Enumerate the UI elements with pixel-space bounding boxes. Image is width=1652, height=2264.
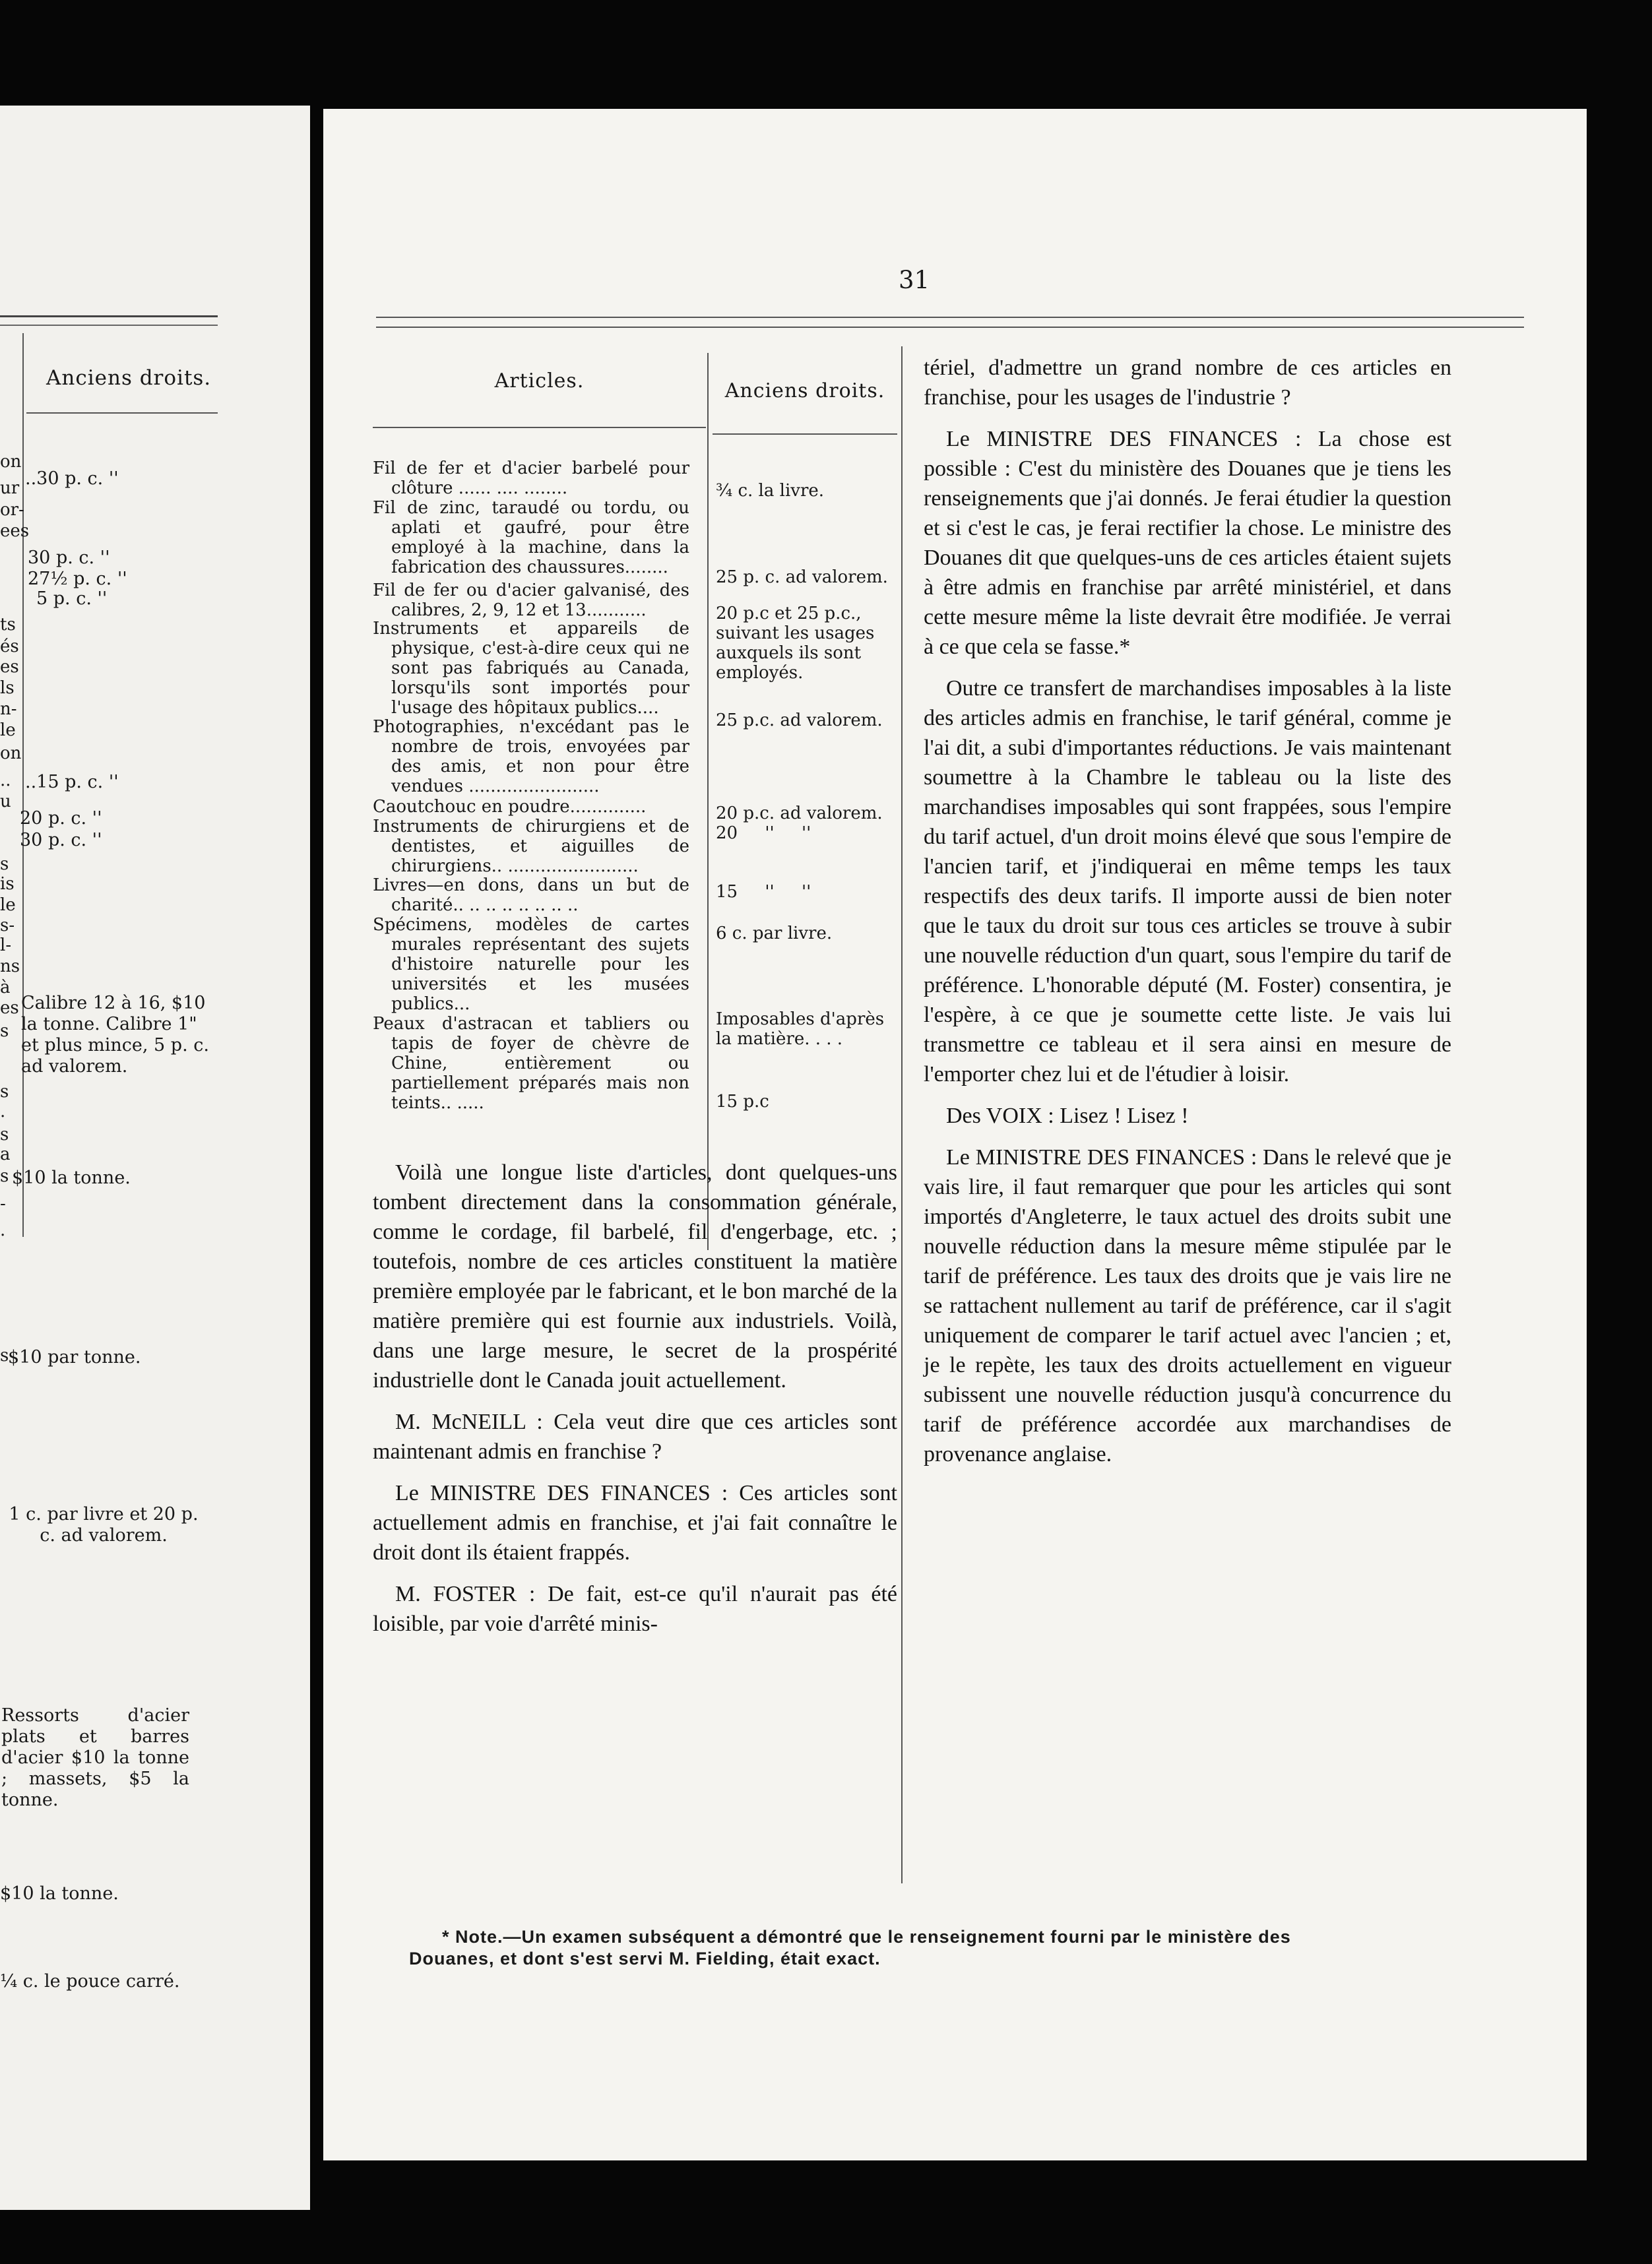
edge-fragment: le: [0, 895, 16, 915]
footnote-line: Douanes, et dont s'est servi M. Fielding, était exact.: [409, 1949, 881, 1968]
duty-block: $10 par tonne.: [8, 1347, 141, 1368]
edge-fragment: es: [0, 998, 19, 1018]
paragraph-continuation: tériel, d'admettre un grand nombre de ces articles en franchise, pour les usages de l'industrie ?: [924, 356, 1451, 410]
article-row: Instruments et appareils de physique, c'est-à-dire ceux qui ne sont pas fabriqués au Canada, lorsqu'ils sont importés pour l'usage des hôpitaux publics....: [373, 619, 689, 718]
paragraph: Outre ce transfert de marchandises imposables à la liste des articles admis en franchise, le tarif général, comme je l'ai dit, a subi d'importantes réductions. Je vais maintenant soumettre à la Chambre le tableau ou la liste des marchandises imposables qui sont frappées, sous l'empire du tarif actuel, d'un droit moins élevé que sous l'empire de l'ancien tarif, et j'indiquerai en même temps les taux respectifs des deux tarifs. Il importe aussi de bien noter que le taux du droit sur tous ces articles se trouve à subir une nouvelle réduction d'un quart, sous l'empire du tarif de préférence. L'honorable député (M. Foster) consentira, je l'espère, à ce que je soumette cette liste. Je vais lui transmettre ce tableau et il sera ainsi en mesure de l'emporter chez lui et de l'étudier à loisir.: [924, 676, 1451, 1086]
edge-fragment: s: [0, 1166, 9, 1186]
edge-fragment: l-: [0, 935, 12, 955]
header-rule-top: [376, 317, 1524, 318]
right-text-column: [924, 353, 1451, 1481]
table-top-rule-2: [0, 325, 218, 326]
article-row: Instruments de chirurgiens et de dentistes, et aiguilles de chirurgiens.. ........................: [373, 817, 689, 876]
edge-fragment: à: [0, 978, 11, 997]
page-number: 31: [899, 266, 930, 294]
duty-block: $10 la tonne.: [12, 1168, 131, 1188]
edge-fragment: s-: [0, 916, 15, 935]
edge-fragment: ts: [0, 615, 16, 635]
page: [323, 109, 1587, 2160]
footnote: [409, 1926, 1517, 1970]
duty-cell: Imposables d'après la matière. . . .: [716, 1009, 885, 1049]
edge-fragment: is: [0, 874, 15, 894]
edge-fragment: es: [0, 657, 19, 677]
paragraph-ministre: Le MINISTRE DES FINANCES : Ces articles sont actuellement admis en franchise, et j'ai fait connaître le droit dont ils étaient frappés.: [373, 1481, 897, 1565]
edge-fragment: ees: [0, 521, 30, 541]
article-row: Fil de fer et d'acier barbelé pour clôture ...... .... ........: [373, 458, 689, 498]
edge-fragment: s: [0, 1082, 9, 1102]
paragraph-ministre: Le MINISTRE DES FINANCES : Dans le relevé que je vais lire, il faut remarquer que pour les articles qui sont importés d'Angleterre, le taux actuel des droits subit une nouvelle réduction dans la mesure même stipulée par le tarif de préférence. Les taux des droits que je vais lire ne se rattachent nullement au tarif de préférence, car il s'agit uniquement de comparer le tarif actuel avec l'ancien ; et, je le repète, les taux des droits actuellement en vigueur subissent une nouvelle réduction jusqu'à concurrence du tarif de préférence accordée aux marchandises de provenance anglaise.: [924, 1145, 1451, 1466]
table-header-articles: Articles.: [494, 369, 585, 393]
duty-block: Ressorts d'acier plats et barres d'acier $10 la tonne ; massets, $5 la tonne.: [1, 1705, 189, 1810]
duty-cell: ..15 p. c. '': [25, 772, 119, 792]
duty-block: Calibre 12 à 16, $10 la tonne. Calibre 1" et plus mince, 5 p. c. ad valorem.: [21, 993, 209, 1077]
duty-cell: 6 c. par livre.: [716, 924, 833, 943]
table-header-rule: [713, 433, 897, 435]
duty-cell: 20 p.c. ad valorem.: [716, 803, 883, 823]
duty-cell: 15 p.c: [716, 1092, 769, 1112]
duty-cell: 20 p. c. '': [20, 808, 102, 829]
edge-fragment: .: [0, 1102, 6, 1121]
duty-cell: 5 p. c. '': [36, 588, 108, 609]
duty-cell: 30 p. c. '': [28, 548, 110, 568]
edge-fragment: és: [0, 637, 19, 656]
edge-fragment: ur: [0, 478, 20, 498]
duty-block: 1 c. par livre et 20 p. c. ad valorem.: [9, 1504, 199, 1546]
edge-fragment: ..: [0, 770, 11, 790]
edge-fragment: ns: [0, 957, 20, 976]
column-header-anciens-droits: Anciens droits.: [46, 366, 212, 390]
paragraph-voix: Des VOIX : Lisez ! Lisez !: [946, 1104, 1189, 1128]
footnote-line: * Note.—Un examen subséquent a démontré que le renseignement fourni par le ministère des: [442, 1927, 1291, 1947]
header-rule: [26, 412, 218, 414]
duty-cell: 25 p.c. ad valorem.: [716, 710, 883, 730]
edge-fragment: s: [0, 854, 9, 874]
edge-fragment: s: [0, 1125, 9, 1145]
duty-cell: 25 p. c. ad valorem.: [716, 567, 888, 587]
table-column-divider: [707, 353, 709, 1250]
edge-fragment: on: [0, 452, 22, 472]
article-row: Caoutchouc en poudre..............: [373, 797, 647, 817]
article-row: Photographies, n'excédant pas le nombre de trois, envoyées par des amis, et non pour être vendues ........................: [373, 717, 689, 796]
previous-page-fragment: [0, 106, 310, 2210]
edge-fragment: .: [0, 1220, 6, 1240]
article-row: Peaux d'astracan et tabliers ou tapis de foyer de chèvre de Chine, entièrement ou partiellement préparés mais non teints.. .....: [373, 1014, 689, 1113]
article-row: Fil de zinc, taraudé ou tordu, ou aplati et gaufré, pour être employé à la machine, dans la fabrication des chaussures........: [373, 498, 689, 577]
edge-fragment: -: [0, 1194, 6, 1214]
edge-fragment: n-: [0, 699, 17, 719]
edge-fragment: ls: [0, 678, 15, 698]
duty-cell: 20 p.c et 25 p.c., suivant les usages auxquels ils sont employés.: [716, 604, 875, 683]
edge-fragment: u: [0, 792, 11, 811]
article-row: Spécimens, modèles de cartes murales représentant des sujets d'histoire naturelle pour les universités et les musées publics...: [373, 915, 689, 1014]
edge-fragment: a: [0, 1145, 11, 1164]
duty-cell: ..30 p. c. '': [25, 468, 119, 489]
duty-cell: 30 p. c. '': [20, 830, 102, 850]
duty-cell: 27½ p. c. '': [28, 569, 127, 589]
paragraph: Voilà une longue liste d'articles, dont quelques-uns tombent directement dans la consommation générale, comme le cordage, fil barbelé, fil d'engerbage, etc. ; toutefois, nombre de ces articles constituent la matière première employée par le fabricant, et le bon marché de la matière première qui est fournie aux industriels. Voilà, dans une large mesure, le secret de la prospérité industrielle dont le Canada jouit actuellement.: [373, 1160, 897, 1393]
table-header-rule: [373, 427, 706, 428]
left-text-column: [373, 1158, 897, 1651]
paragraph-ministre: Le MINISTRE DES FINANCES : La chose est possible : C'est du ministère des Douanes que je tiens les renseignements que j'ai donnés. Je ferai étudier la question et si c'est le cas, je ferai rectifier la chose. Le ministre des Douanes dit que quelques-uns de ces articles étaient sujets à être admis en franchise par arrêté ministériel, et dans cette mesure même la liste devrait être modifiée. Je verrai à ce que cela se fasse.*: [924, 427, 1451, 659]
duty-block: $10 la tonne.: [0, 1883, 119, 1904]
edge-fragment: or-: [0, 500, 24, 520]
duty-block: ¼ c. le pouce carré.: [0, 1971, 180, 1992]
duty-cell: ¾ c. la livre.: [716, 481, 825, 501]
paragraph-mcneill: M. McNEILL : Cela veut dire que ces articles sont maintenant admis en franchise ?: [373, 1410, 897, 1464]
article-row: Livres—en dons, dans un but de charité.. .. .. .. .. .. .. ..: [373, 875, 689, 915]
article-row: Fil de fer ou d'acier galvanisé, des calibres, 2, 9, 12 et 13...........: [373, 581, 689, 620]
table-header-anciens-droits: Anciens droits.: [724, 379, 885, 402]
header-rule-bottom: [376, 327, 1524, 328]
edge-fragment: s: [0, 1346, 9, 1366]
paragraph-foster: M. FOSTER : De fait, est-ce qu'il n'aurait pas été loisible, par voie d'arrêté minis-: [373, 1582, 897, 1636]
edge-fragment: on: [0, 743, 22, 763]
column-divider: [22, 333, 24, 1237]
duty-cell: 15 '' '': [716, 882, 811, 902]
duty-cell: 20 '' '': [716, 823, 811, 843]
edge-fragment: le: [0, 720, 16, 740]
edge-fragment: s: [0, 1021, 9, 1041]
table-top-rule: [0, 315, 218, 317]
